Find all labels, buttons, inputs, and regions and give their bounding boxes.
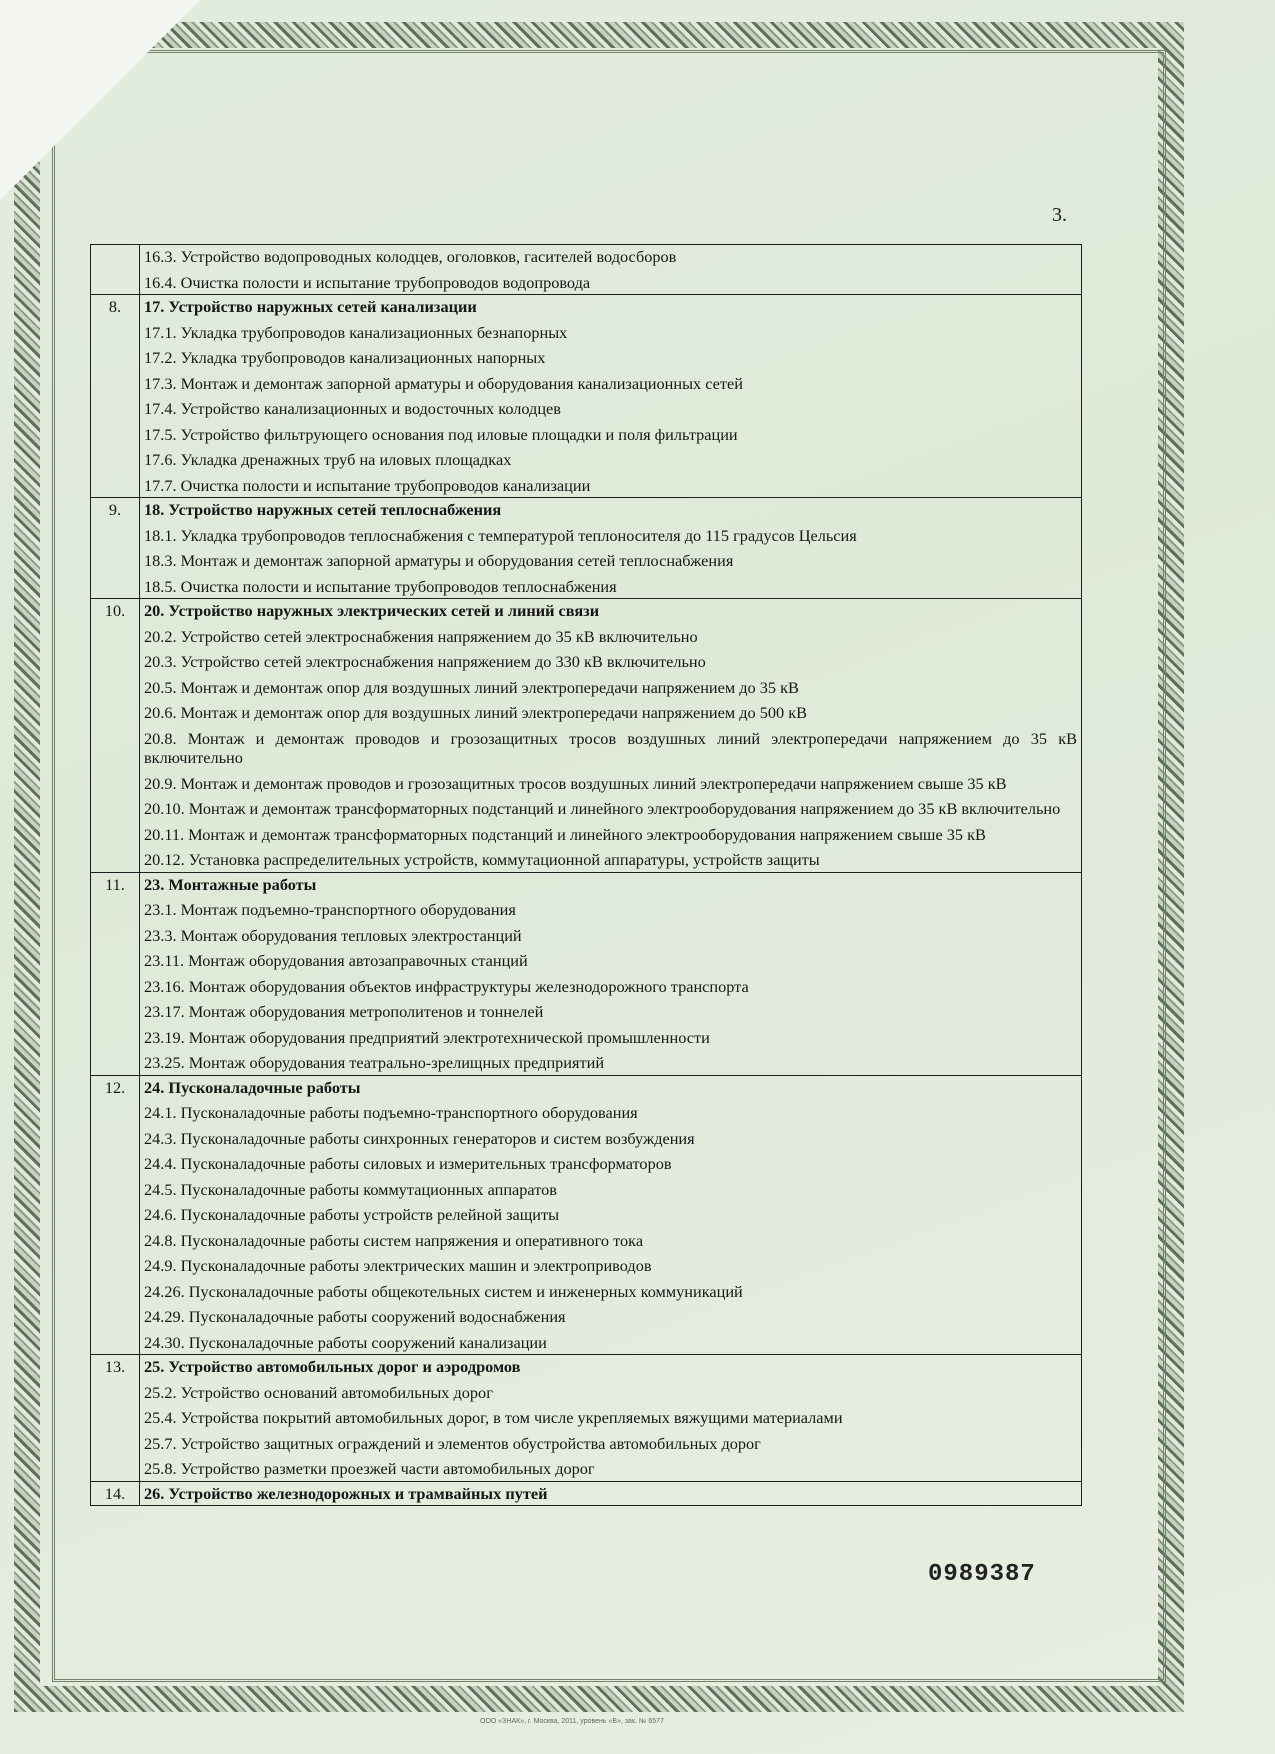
row-content-cell <box>140 1075 1082 1355</box>
work-item: 23.1. Монтаж подъемно-транспортного оборудования <box>144 900 516 919</box>
work-item: 20.6. Монтаж и демонтаж опор для воздушных линий электропередачи напряжением до 500 кВ <box>144 703 807 722</box>
work-item: 24.5. Пусконаладочные работы коммутационных аппаратов <box>144 1179 557 1199</box>
table-row <box>91 1481 1082 1506</box>
page-number: 3. <box>1052 204 1067 226</box>
row-number-cell: 12. <box>91 1075 140 1355</box>
work-item: 23.19. Монтаж оборудования предприятий электротехнической промышленности <box>144 1027 710 1047</box>
work-item: 24.26. Пусконаладочные работы общекотельных систем и инженерных коммуникаций <box>144 1281 743 1301</box>
work-item: 18.1. Укладка трубопроводов теплоснабжения с температурой теплоносителя до 115 градусов Цельсия <box>144 525 857 545</box>
row-number-cell: 14. <box>91 1481 140 1506</box>
row-number-cell: 13. <box>91 1355 140 1482</box>
work-item: 20.11. Монтаж и демонтаж трансформаторных подстанций и линейного электрооборудования напряжением свыше 35 кВ <box>144 824 986 844</box>
work-item: 20.5. Монтаж и демонтаж опор для воздушных линий электропередачи напряжением до 35 кВ <box>144 677 799 697</box>
table-row <box>91 1075 1082 1355</box>
work-item: 20.10. Монтаж и демонтаж трансформаторных подстанций и линейного электрооборудования напряжением до 35 кВ включительно <box>144 799 1061 818</box>
section-heading: 25. Устройство автомобильных дорог и аэродромов <box>144 1357 521 1376</box>
work-item: 25.7. Устройство защитных ограждений и элементов обустройства автомобильных дорог <box>144 1433 761 1453</box>
section-heading: 18. Устройство наружных сетей теплоснабжения <box>144 500 502 519</box>
table-row <box>91 245 1082 295</box>
row-content-cell <box>140 1355 1082 1482</box>
row-content-cell <box>140 245 1082 295</box>
table-row <box>91 498 1082 599</box>
work-item: 17.4. Устройство канализационных и водосточных колодцев <box>144 399 561 418</box>
work-item: 17.5. Устройство фильтрующего основания под иловые площадки и поля фильтрации <box>144 424 738 444</box>
work-item: 20.2. Устройство сетей электроснабжения напряжением до 35 кВ включительно <box>144 626 698 646</box>
printer-imprint: ООО «ЗНАК», г. Москва, 2011, уровень «В», зак. № 6577 <box>480 1718 664 1725</box>
row-content-cell <box>140 1481 1082 1506</box>
work-item: 25.4. Устройства покрытий автомобильных дорог, в том числе укрепляемых вяжущими материалами <box>144 1408 843 1427</box>
row-content-cell <box>140 872 1082 1075</box>
work-item: 24.8. Пусконаладочные работы систем напряжения и оперативного тока <box>144 1230 644 1250</box>
work-item: 23.3. Монтаж оборудования тепловых электростанций <box>144 925 522 945</box>
section-heading: 23. Монтажные работы <box>144 874 317 894</box>
work-item: 24.29. Пусконаладочные работы сооружений водоснабжения <box>144 1307 566 1326</box>
work-item: 18.3. Монтаж и демонтаж запорной арматуры и оборудования сетей теплоснабжения <box>144 551 734 570</box>
work-item: 17.2. Укладка трубопроводов канализационных напорных <box>144 348 546 367</box>
table-row <box>91 599 1082 873</box>
row-content-cell <box>140 295 1082 498</box>
work-item: 20.12. Установка распределительных устройств, коммутационной аппаратуры, устройств защиты <box>144 850 820 869</box>
section-heading: 17. Устройство наружных сетей канализации <box>144 297 477 316</box>
section-heading: 20. Устройство наружных электрических сетей и линий связи <box>144 601 600 620</box>
work-item: 17.6. Укладка дренажных труб на иловых площадках <box>144 450 512 469</box>
table-body <box>91 245 1082 1506</box>
serial-number: 0989387 <box>928 1561 1036 1588</box>
row-content-cell <box>140 599 1082 873</box>
row-number-cell: 9. <box>91 498 140 599</box>
work-item: 17.1. Укладка трубопроводов канализационных безнапорных <box>144 322 568 342</box>
work-item: 23.25. Монтаж оборудования театрально-зрелищных предприятий <box>144 1053 605 1072</box>
work-item: 24.3. Пусконаладочные работы синхронных генераторов и систем возбуждения <box>144 1128 695 1148</box>
work-item: 17.3. Монтаж и демонтаж запорной арматуры и оборудования канализационных сетей <box>144 373 743 393</box>
row-content-cell <box>140 498 1082 599</box>
row-number-cell: 8. <box>91 295 140 498</box>
row-number-cell <box>91 245 140 295</box>
work-item: 24.4. Пусконаладочные работы силовых и измерительных трансформаторов <box>144 1154 672 1173</box>
work-item: 16.4. Очистка полости и испытание трубопроводов водопровода <box>144 272 591 292</box>
table-row <box>91 295 1082 498</box>
work-item: 23.16. Монтаж оборудования объектов инфраструктуры железнодорожного транспорта <box>144 976 749 996</box>
work-item: 24.1. Пусконаладочные работы подъемно-транспортного оборудования <box>144 1103 638 1122</box>
torn-corner <box>0 0 200 200</box>
work-item: 23.11. Монтаж оборудования автозаправочных станций <box>144 951 528 970</box>
section-heading: 26. Устройство железнодорожных и трамвайных путей <box>144 1483 548 1503</box>
work-item: 25.2. Устройство оснований автомобильных дорог <box>144 1382 493 1402</box>
work-item: 20.8. Монтаж и демонтаж проводов и грозозащитных тросов воздушных линий электропередачи напряжением до 35 кВ включительно <box>144 728 1077 767</box>
row-number-cell: 10. <box>91 599 140 873</box>
work-item: 20.9. Монтаж и демонтаж проводов и грозозащитных тросов воздушных линий электропередачи напряжением свыше 35 кВ <box>144 773 1007 793</box>
table-row <box>91 1355 1082 1482</box>
work-item: 25.8. Устройство разметки проезжей части автомобильных дорог <box>144 1459 595 1478</box>
table-row <box>91 872 1082 1075</box>
work-types-table <box>90 244 1082 1506</box>
work-item: 24.6. Пусконаладочные работы устройств релейной защиты <box>144 1205 560 1224</box>
work-item: 18.5. Очистка полости и испытание трубопроводов теплоснабжения <box>144 576 617 596</box>
work-item: 23.17. Монтаж оборудования метрополитенов и тоннелей <box>144 1002 544 1021</box>
section-heading: 24. Пусконаладочные работы <box>144 1077 361 1097</box>
work-item: 24.30. Пусконаладочные работы сооружений канализации <box>144 1332 547 1352</box>
work-item: 20.3. Устройство сетей электроснабжения напряжением до 330 кВ включительно <box>144 652 706 671</box>
work-item: 24.9. Пусконаладочные работы электрических машин и электроприводов <box>144 1256 652 1275</box>
work-item: 17.7. Очистка полости и испытание трубопроводов канализации <box>144 475 591 495</box>
work-item: 16.3. Устройство водопроводных колодцев, оголовков, гасителей водосборов <box>144 247 677 266</box>
row-number-cell: 11. <box>91 872 140 1075</box>
